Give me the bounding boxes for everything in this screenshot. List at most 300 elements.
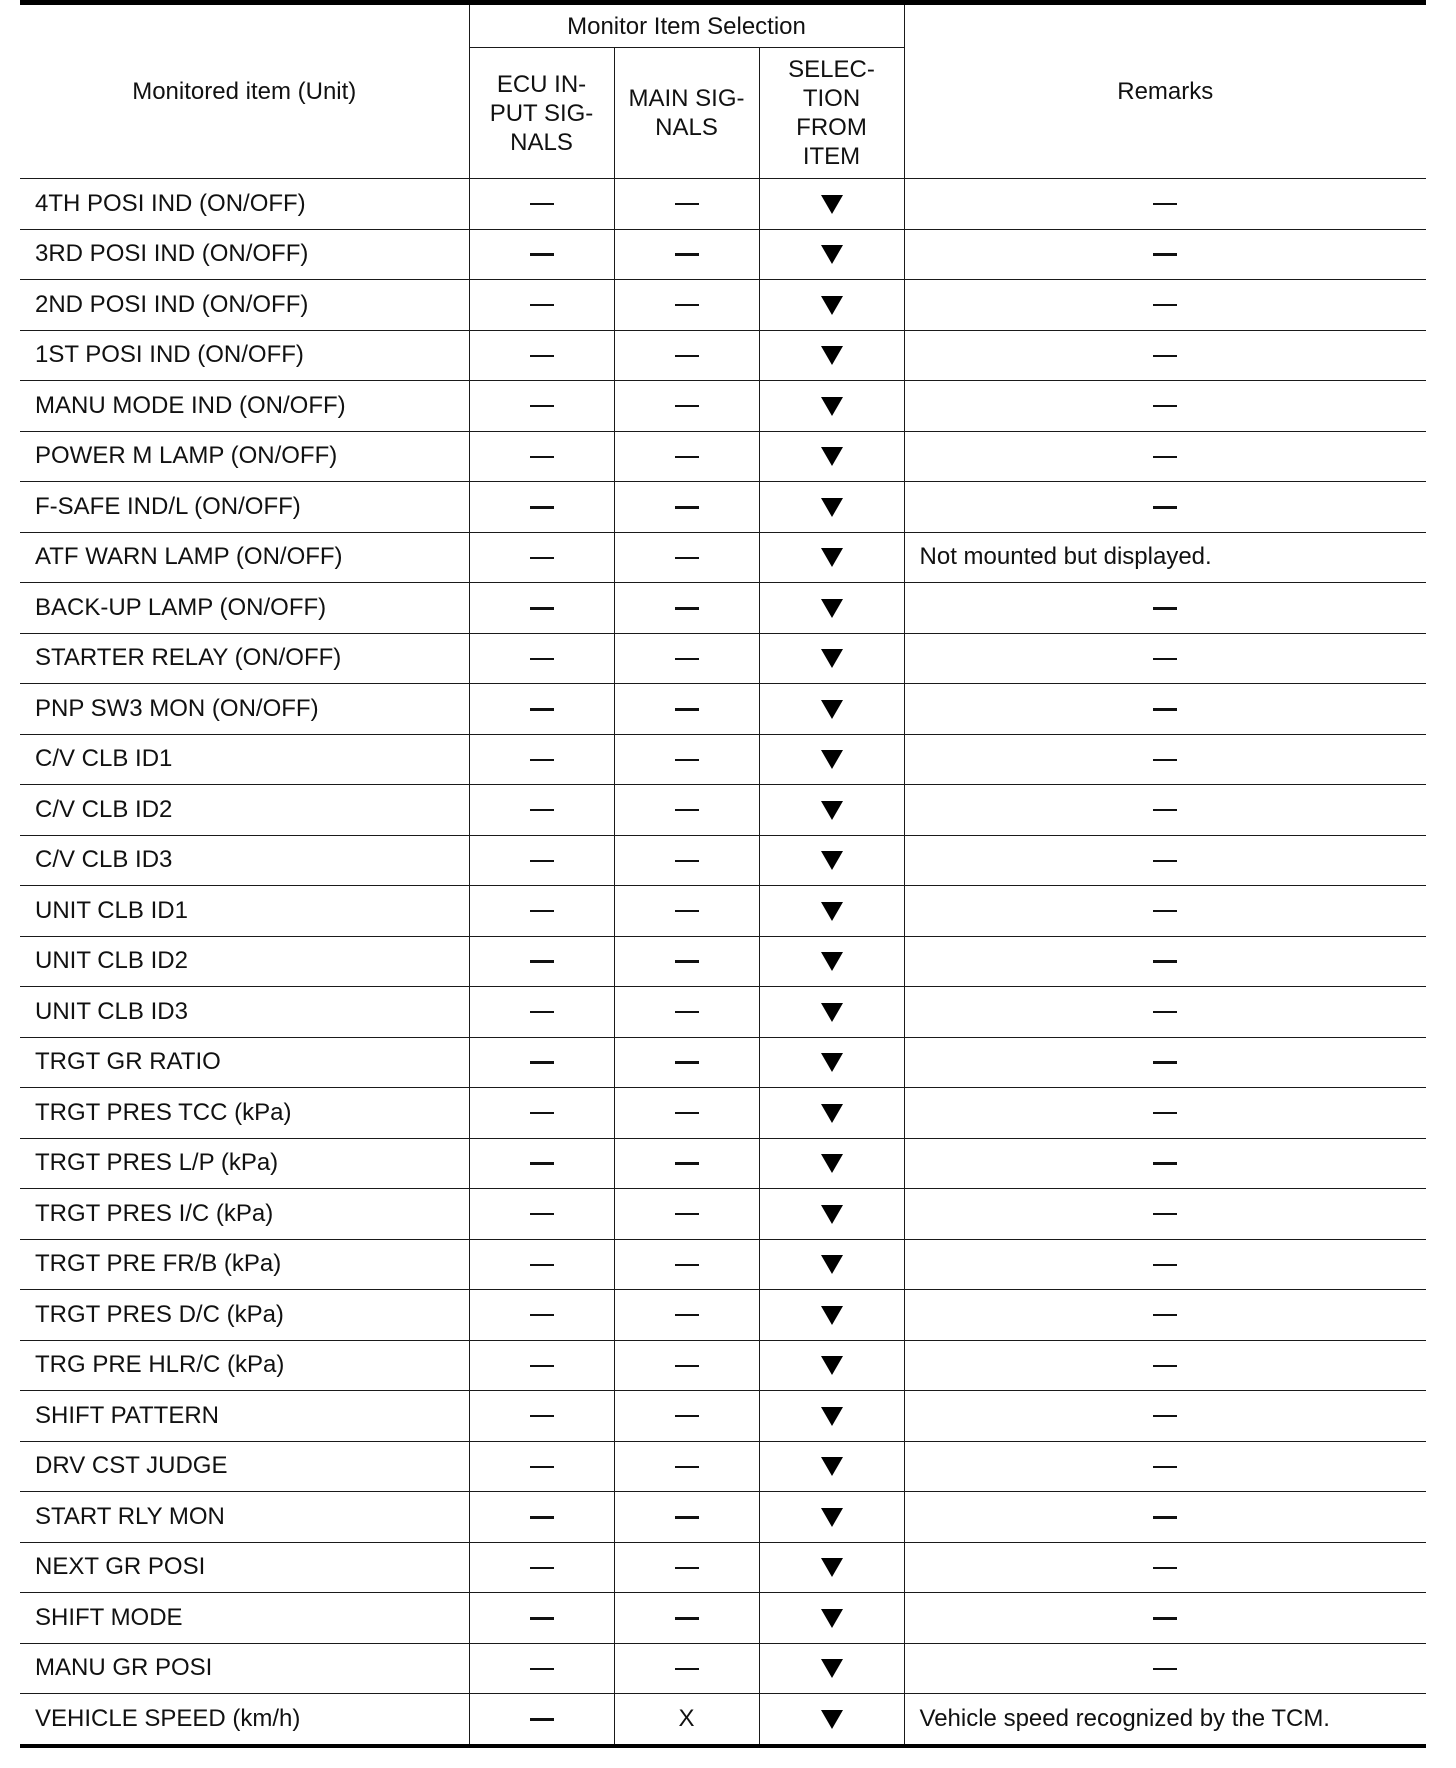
dash-mark [675,1516,699,1519]
remarks-cell [904,1138,1426,1189]
ecu-input-signals-cell [469,886,614,937]
remarks-cell [904,633,1426,684]
monitored-item-cell: UNIT CLB ID2 [20,936,469,987]
header-ecu-input-signals [469,48,614,179]
selection-from-item-cell [759,179,904,230]
dash-mark [675,1415,699,1417]
down-triangle-icon [821,397,843,416]
table-row [20,1643,1426,1694]
dash-mark [675,405,699,407]
dash-mark [530,1365,554,1367]
monitored-item-cell: C/V CLB ID2 [20,785,469,836]
table-body [20,179,1426,1746]
down-triangle-icon [821,296,843,315]
dash-mark [1153,1314,1177,1316]
dash-mark [675,607,699,610]
dash-mark [675,1162,699,1165]
table-row [20,987,1426,1038]
ecu-input-signals-cell [469,1593,614,1644]
main-signals-cell [614,1391,759,1442]
main-signals-cell [614,936,759,987]
main-signals-cell [614,1088,759,1139]
monitored-item-cell: UNIT CLB ID3 [20,987,469,1038]
table-row [20,1189,1426,1240]
monitored-item-cell: START RLY MON [20,1492,469,1543]
table-row [20,886,1426,937]
ecu-input-signals-cell [469,1694,614,1746]
remarks-cell [904,1492,1426,1543]
ecu-input-signals-cell [469,1441,614,1492]
dash-mark [675,708,699,711]
monitored-item-cell: ATF WARN LAMP (ON/OFF) [20,532,469,583]
dash-mark [530,1668,554,1670]
selection-from-item-cell [759,785,904,836]
down-triangle-icon [821,1407,843,1426]
main-signals-cell [614,381,759,432]
ecu-input-signals-cell [469,1643,614,1694]
remarks-cell [904,1593,1426,1644]
dash-mark [1153,506,1177,509]
monitored-item-cell: POWER M LAMP (ON/OFF) [20,431,469,482]
header-main-line: NALS [655,114,718,141]
ecu-input-signals-cell [469,229,614,280]
header-selection-line: ITEM [802,143,861,170]
main-signals-cell [614,1037,759,1088]
ecu-input-signals-cell [469,1138,614,1189]
dash-mark [530,304,554,306]
dash-mark [530,960,554,963]
ecu-input-signals-cell [469,1239,614,1290]
remarks-cell [904,1340,1426,1391]
dash-mark [1153,1516,1177,1519]
selection-from-item-cell [759,1189,904,1240]
table-row [20,330,1426,381]
table-row [20,1340,1426,1391]
dash-mark [675,1213,699,1215]
down-triangle-icon [821,851,843,870]
header-main-signals [614,48,759,179]
dash-mark [1153,1365,1177,1367]
dash-mark [530,1264,554,1266]
dash-mark [530,1567,554,1569]
monitored-item-cell: MANU GR POSI [20,1643,469,1694]
ecu-input-signals-cell [469,1340,614,1391]
main-signals-cell [614,229,759,280]
monitored-item-cell: STARTER RELAY (ON/OFF) [20,633,469,684]
monitored-item-cell: NEXT GR POSI [20,1542,469,1593]
dash-mark [675,1466,699,1468]
down-triangle-icon [821,447,843,466]
ecu-input-signals-cell [469,532,614,583]
dash-mark [675,1314,699,1316]
monitored-item-cell: C/V CLB ID1 [20,734,469,785]
monitored-item-cell: 2ND POSI IND (ON/OFF) [20,280,469,331]
selection-from-item-cell [759,633,904,684]
monitored-item-cell: TRGT PRE FR/B (kPa) [20,1239,469,1290]
main-signals-cell [614,684,759,735]
ecu-input-signals-cell [469,1290,614,1341]
main-signals-cell [614,1542,759,1593]
selection-from-item-cell [759,886,904,937]
header-monitored-item: Monitored item (Unit) [20,3,469,179]
selection-from-item-cell [759,835,904,886]
remarks-cell [904,482,1426,533]
remarks-cell [904,1088,1426,1139]
monitored-item-cell: 3RD POSI IND (ON/OFF) [20,229,469,280]
down-triangle-icon [821,245,843,264]
remarks-cell [904,381,1426,432]
dash-mark [1153,1668,1177,1670]
table-row [20,1593,1426,1644]
dash-mark [530,708,554,711]
monitored-item-cell: DRV CST JUDGE [20,1441,469,1492]
dash-mark [1153,809,1177,811]
main-signals-cell [614,633,759,684]
down-triangle-icon [821,346,843,365]
down-triangle-icon [821,1356,843,1375]
dash-mark [1153,708,1177,711]
monitored-item-cell: 4TH POSI IND (ON/OFF) [20,179,469,230]
monitored-item-cell: TRGT GR RATIO [20,1037,469,1088]
down-triangle-icon [821,952,843,971]
table-row [20,482,1426,533]
remarks-cell [904,1239,1426,1290]
remarks-cell: Not mounted but displayed. [904,532,1426,583]
dash-mark [675,1365,699,1367]
dash-mark [675,253,699,256]
dash-mark [530,607,554,610]
selection-from-item-cell [759,431,904,482]
ecu-input-signals-cell [469,936,614,987]
selection-from-item-cell [759,987,904,1038]
header-selection-line: FROM [796,114,867,141]
selection-from-item-cell [759,1088,904,1139]
remarks-cell [904,835,1426,886]
monitored-item-cell: C/V CLB ID3 [20,835,469,886]
table-row [20,1542,1426,1593]
down-triangle-icon [821,1659,843,1678]
table-row [20,1037,1426,1088]
table-row [20,835,1426,886]
selection-from-item-cell [759,280,904,331]
main-signals-cell [614,532,759,583]
dash-mark [1153,1415,1177,1417]
down-triangle-icon [821,1104,843,1123]
dash-mark [1153,456,1177,458]
table-row [20,1290,1426,1341]
ecu-input-signals-cell [469,987,614,1038]
ecu-input-signals-cell [469,684,614,735]
down-triangle-icon [821,599,843,618]
dash-mark [675,1668,699,1670]
main-signals-cell [614,886,759,937]
header-ecu-line: PUT SIG- [489,99,594,127]
main-signals-cell [614,734,759,785]
main-signals-cell [614,330,759,381]
header-selection-from-item [759,48,904,179]
main-signals-cell [614,1189,759,1240]
down-triangle-icon [821,1457,843,1476]
selection-from-item-cell [759,936,904,987]
dash-mark [1153,1112,1177,1114]
dash-mark [1153,1567,1177,1569]
down-triangle-icon [821,1508,843,1527]
dash-mark [1153,658,1177,660]
dash-mark [675,355,699,357]
dash-mark [675,1567,699,1569]
table-row [20,1391,1426,1442]
dash-mark [675,1264,699,1266]
ecu-input-signals-cell [469,835,614,886]
dash-mark [675,658,699,660]
main-signals-cell [614,1694,759,1746]
main-signals-cell [614,1441,759,1492]
dash-mark [530,1617,554,1620]
ecu-input-signals-cell [469,633,614,684]
selection-from-item-cell [759,330,904,381]
header-monitor-item-selection: Monitor Item Selection [469,3,904,48]
monitored-item-cell: SHIFT PATTERN [20,1391,469,1442]
table-row [20,583,1426,634]
main-signals-cell [614,1290,759,1341]
dash-mark [675,203,699,205]
main-signals-cell [614,1492,759,1543]
dash-mark [675,809,699,811]
dash-mark [530,759,554,761]
down-triangle-icon [821,1609,843,1628]
dash-mark [1153,860,1177,862]
ecu-input-signals-cell [469,785,614,836]
table-row [20,229,1426,280]
dash-mark [675,506,699,509]
selection-from-item-cell [759,1492,904,1543]
ecu-input-signals-cell [469,280,614,331]
dash-mark [530,910,554,912]
monitored-item-cell: SHIFT MODE [20,1593,469,1644]
remarks-cell [904,1290,1426,1341]
ecu-input-signals-cell [469,381,614,432]
table-row [20,1138,1426,1189]
remarks-cell [904,1037,1426,1088]
main-signals-cell [614,835,759,886]
header-ecu-line: NALS [510,128,573,156]
selection-from-item-cell [759,381,904,432]
monitor-item-table [20,0,1426,1748]
dash-mark [675,1061,699,1064]
selection-from-item-cell [759,684,904,735]
main-signals-cell [614,785,759,836]
selection-from-item-cell [759,1542,904,1593]
dash-mark [675,456,699,458]
dash-mark [530,405,554,407]
dash-mark [530,1516,554,1519]
remarks-cell [904,330,1426,381]
main-signals-cell [614,1239,759,1290]
monitored-item-cell: UNIT CLB ID1 [20,886,469,937]
ecu-input-signals-cell [469,1391,614,1442]
table-row [20,179,1426,230]
remarks-cell [904,1441,1426,1492]
dash-mark [1153,355,1177,357]
dash-mark [530,1213,554,1215]
table-row [20,1492,1426,1543]
ecu-input-signals-cell [469,1542,614,1593]
remarks-cell [904,431,1426,482]
table-row [20,936,1426,987]
dash-mark [1153,607,1177,610]
selection-from-item-cell [759,229,904,280]
down-triangle-icon [821,1710,843,1729]
selection-from-item-cell [759,1694,904,1746]
dash-mark [1153,304,1177,306]
selection-from-item-cell [759,1643,904,1694]
down-triangle-icon [821,1306,843,1325]
remarks-cell [904,785,1426,836]
down-triangle-icon [821,195,843,214]
dash-mark [530,1718,554,1721]
dash-mark [1153,1162,1177,1165]
dash-mark [530,203,554,205]
remarks-cell [904,987,1426,1038]
monitored-item-cell: TRGT PRES D/C (kPa) [20,1290,469,1341]
down-triangle-icon [821,1255,843,1274]
selection-from-item-cell [759,1290,904,1341]
ecu-input-signals-cell [469,431,614,482]
remarks-cell [904,684,1426,735]
down-triangle-icon [821,498,843,517]
selection-from-item-cell [759,1593,904,1644]
dash-mark [530,355,554,357]
dash-mark [675,557,699,559]
selection-from-item-cell [759,1239,904,1290]
down-triangle-icon [821,750,843,769]
down-triangle-icon [821,700,843,719]
dash-mark [1153,203,1177,205]
main-signals-cell [614,179,759,230]
table-row [20,633,1426,684]
header-selection-line: TION [802,85,861,112]
dash-mark [1153,1466,1177,1468]
dash-mark [530,860,554,862]
remarks-cell [904,179,1426,230]
ecu-input-signals-cell [469,734,614,785]
header-selection-line: SELEC- [788,56,875,83]
table-row [20,381,1426,432]
ecu-input-signals-cell [469,1088,614,1139]
down-triangle-icon [821,1205,843,1224]
down-triangle-icon [821,1053,843,1072]
down-triangle-icon [821,548,843,567]
down-triangle-icon [821,801,843,820]
main-signals-cell [614,280,759,331]
down-triangle-icon [821,649,843,668]
ecu-input-signals-cell [469,330,614,381]
dash-mark [530,1466,554,1468]
down-triangle-icon [821,902,843,921]
main-signals-cell [614,987,759,1038]
dash-mark [530,1314,554,1316]
monitored-item-cell: TRGT PRES TCC (kPa) [20,1088,469,1139]
ecu-input-signals-cell [469,1037,614,1088]
selection-from-item-cell [759,482,904,533]
monitored-item-cell: F-SAFE IND/L (ON/OFF) [20,482,469,533]
monitored-item-cell: TRGT PRES I/C (kPa) [20,1189,469,1240]
dash-mark [1153,759,1177,761]
remarks-cell [904,583,1426,634]
remarks-cell [904,1643,1426,1694]
monitored-item-cell: TRG PRE HLR/C (kPa) [20,1340,469,1391]
down-triangle-icon [821,1003,843,1022]
main-signals-cell [614,1643,759,1694]
dash-mark [530,1415,554,1417]
monitored-item-cell: VEHICLE SPEED (km/h) [20,1694,469,1746]
selection-from-item-cell [759,1037,904,1088]
remarks-cell: Vehicle speed recognized by the TCM. [904,1694,1426,1746]
dash-mark [1153,405,1177,407]
monitored-item-cell: MANU MODE IND (ON/OFF) [20,381,469,432]
selection-from-item-cell [759,532,904,583]
dash-mark [675,860,699,862]
remarks-cell [904,886,1426,937]
selection-from-item-cell [759,1391,904,1442]
dash-mark [530,253,554,256]
x-mark: X [678,1704,695,1732]
monitored-item-cell: PNP SW3 MON (ON/OFF) [20,684,469,735]
dash-mark [530,557,554,559]
selection-from-item-cell [759,583,904,634]
table-row [20,1694,1426,1746]
header-ecu-line: ECU IN- [496,70,587,98]
table-row [20,431,1426,482]
dash-mark [675,960,699,963]
dash-mark [675,1011,699,1013]
table-row [20,684,1426,735]
table-row [20,1441,1426,1492]
ecu-input-signals-cell [469,1492,614,1543]
remarks-cell [904,280,1426,331]
dash-mark [530,506,554,509]
ecu-input-signals-cell [469,179,614,230]
dash-mark [1153,253,1177,256]
monitored-item-cell: 1ST POSI IND (ON/OFF) [20,330,469,381]
main-signals-cell [614,583,759,634]
table-row [20,1239,1426,1290]
table-row [20,785,1426,836]
remarks-cell [904,734,1426,785]
dash-mark [675,1112,699,1114]
dash-mark [530,809,554,811]
main-signals-cell [614,1593,759,1644]
dash-mark [675,759,699,761]
remarks-cell [904,1391,1426,1442]
dash-mark [1153,1061,1177,1064]
dash-mark [675,910,699,912]
header-main-line: MAIN SIG- [628,85,745,112]
remarks-cell [904,1189,1426,1240]
selection-from-item-cell [759,1441,904,1492]
dash-mark [675,304,699,306]
monitored-item-cell: BACK-UP LAMP (ON/OFF) [20,583,469,634]
ecu-input-signals-cell [469,1189,614,1240]
selection-from-item-cell [759,1138,904,1189]
main-signals-cell [614,1340,759,1391]
main-signals-cell [614,482,759,533]
ecu-input-signals-cell [469,482,614,533]
dash-mark [530,658,554,660]
dash-mark [530,1162,554,1165]
dash-mark [530,1061,554,1064]
selection-from-item-cell [759,1340,904,1391]
